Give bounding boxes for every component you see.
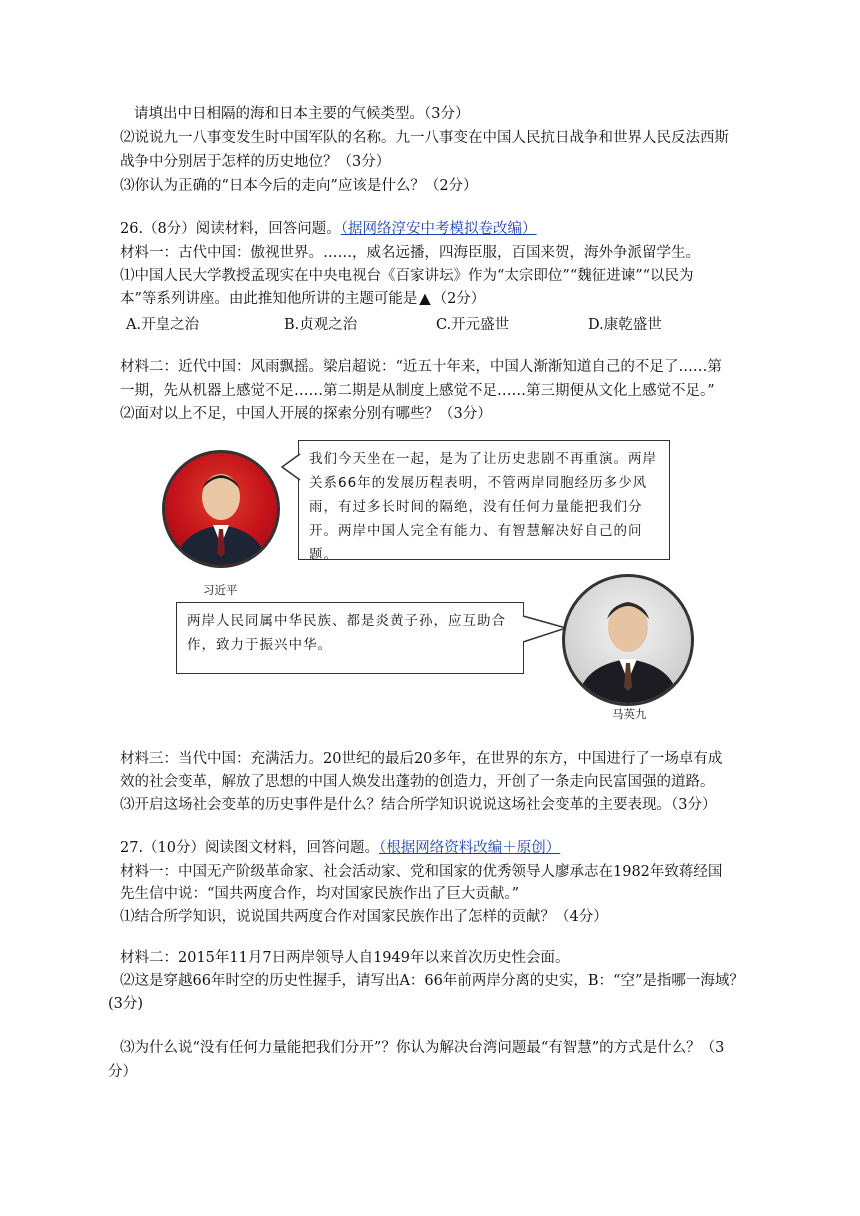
material-one: 材料一：中国无产阶级革命家、社会活动家、党和国家的优秀领导人廖承志在1982年致蒋经国 — [120, 864, 723, 880]
question-27-2: ⑵这是穿越66年时空的历史性握手，请写出A：66年前两岸分离的史实，B：“空”是指哪一海域？ — [120, 973, 744, 989]
material-two: 材料二：2015年11月7日两岸领导人自1949年以来首次历史性会面。 — [120, 950, 570, 966]
portrait-ma — [562, 574, 694, 706]
text-line: 效的社会变革，解放了思想的中国人焕发出蓬勃的创造力，开创了一条走向民富国强的道路。 — [120, 774, 715, 790]
option-d[interactable]: D.康乾盛世 — [588, 317, 662, 333]
text-line: (3分) — [108, 996, 144, 1012]
material-one: 材料一：古代中国：傲视世界。……，威名远播，四海臣服，百国来贺，海外争派留学生。 — [120, 245, 700, 261]
text-line: ⑶你认为正确的“日本今后的走向”应该是什么？（2分） — [120, 178, 478, 194]
portrait-xi — [162, 450, 280, 568]
question-26-prefix: 26.（8分）阅读材料，回答问题。 — [120, 221, 341, 237]
question-27-heading — [120, 838, 560, 858]
text-line: 一期，先从机器上感觉不足……第二期是从制度上感觉不足……第三期便从文化上感觉不足。” — [120, 383, 715, 399]
speech-bubble-ma-text: 两岸人民同属中华民族、都是炎黄子孙，应互助合作，致力于振兴中华。 — [187, 613, 506, 653]
speech-bubble-xi-text: 我们今天坐在一起，是为了让历史悲剧不再重演。两岸关系66年的发展历程表明，不管两岸同胞经历多少风雨，有过多长时间的隔绝，没有任何力量能把我们分开。两岸中国人完全有能力、有智慧解决好自己的问题。 — [309, 451, 657, 563]
question-26-source-link[interactable]: （据网络淳安中考模拟卷改编） — [340, 221, 537, 237]
option-b[interactable]: B.贞观之治 — [284, 317, 358, 333]
question-26-1 — [120, 289, 485, 309]
answer-blank[interactable]: ▲ — [419, 291, 431, 307]
portrait-caption-xi: 习近平 — [203, 583, 238, 597]
question-26-2: ⑵面对以上不足，中国人开展的探索分别有哪些？（3分） — [120, 406, 492, 422]
option-a[interactable]: A.开皇之治 — [126, 317, 200, 333]
person-icon — [165, 453, 277, 565]
text-line: 先生信中说：“国共两度合作，均对国家民族作出了巨大贡献。” — [120, 886, 520, 902]
question-27-3: ⑶为什么说“没有任何力量能把我们分开”？你认为解决台湾问题最“有智慧”的方式是什么？（3 — [120, 1040, 725, 1056]
text-line: ⑴中国人民大学教授孟现实在中央电视台《百家讲坛》作为“太宗即位”“魏征进谏”“以民为 — [120, 268, 694, 284]
question-27-source-link[interactable]: （根据网络资料改编＋原创） — [379, 840, 561, 856]
score: （2分） — [432, 291, 486, 307]
material-two: 材料二：近代中国：风雨飘摇。梁启超说：“近五十年来，中国人渐渐知道自己的不足了……第 — [120, 359, 722, 375]
question-26-heading — [120, 219, 537, 239]
question-text: 本”等系列讲座。由此推知他所讲的主题可能是 — [120, 291, 418, 307]
material-three: 材料三：当代中国：充满活力。20世纪的最后20多年，在世界的东方，中国进行了一场卓有成 — [120, 751, 723, 767]
speech-bubble-pointer — [280, 452, 302, 482]
question-27-prefix: 27.（10分）阅读图文材料，回答问题。 — [120, 840, 380, 856]
text-line: 战争中分别居于怎样的历史地位？（3分） — [120, 154, 391, 170]
option-c[interactable]: C.开元盛世 — [436, 317, 510, 333]
text-line: 请填出中日相隔的海和日本主要的气候类型。（3分） — [134, 106, 470, 122]
question-27-1: ⑴结合所学知识，说说国共两度合作对国家民族作出了怎样的贡献？（4分） — [120, 909, 608, 925]
portrait-caption-ma: 马英九 — [612, 707, 647, 721]
person-icon — [565, 577, 691, 703]
text-line: ⑵说说九一八事变发生时中国军队的名称。九一八事变在中国人民抗日战争和世界人民反法西斯 — [120, 130, 729, 146]
question-26-3: ⑶开启这场社会变革的历史事件是什么？结合所学知识说说这场社会变革的主要表现。（3分） — [120, 797, 717, 813]
text-line: 分） — [108, 1064, 137, 1080]
speech-bubble-xi — [298, 440, 670, 563]
speech-bubble-ma — [176, 602, 524, 674]
